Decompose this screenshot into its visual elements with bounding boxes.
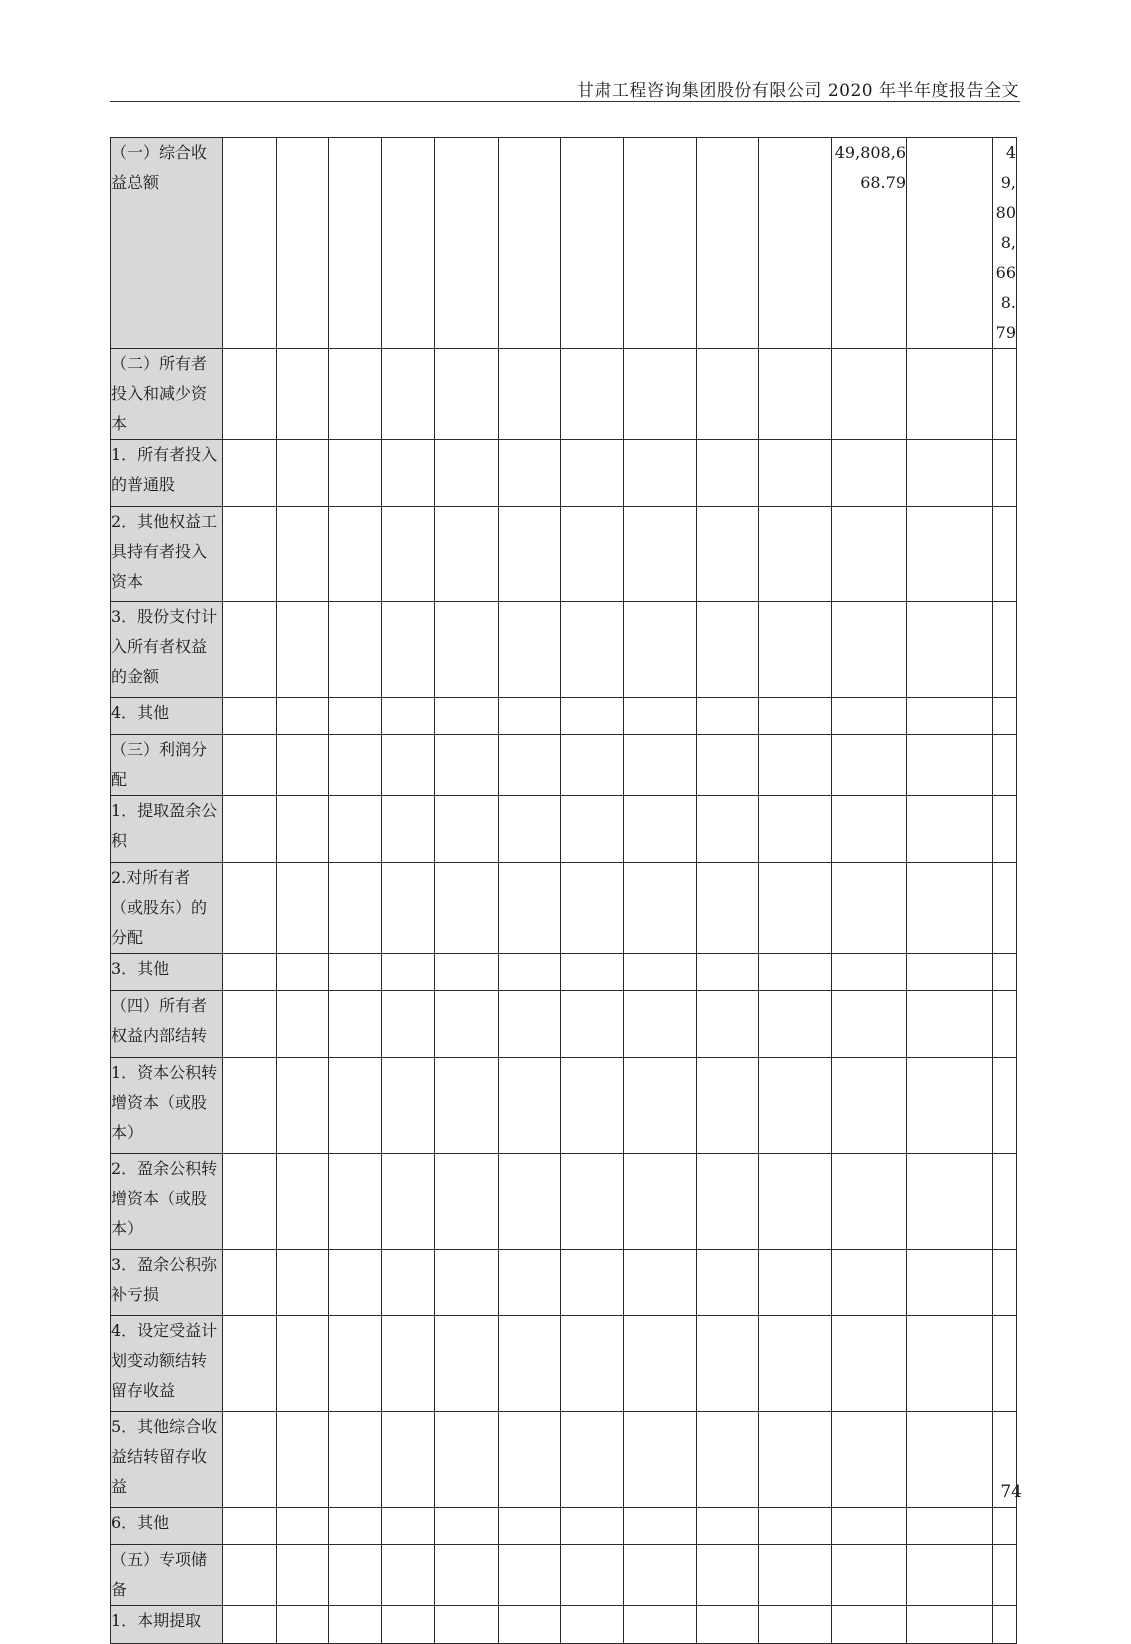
table-cell [329, 698, 382, 735]
table-cell [907, 349, 993, 440]
table-cell [624, 1508, 697, 1545]
table-cell [499, 138, 561, 349]
table-cell [832, 1545, 907, 1606]
table-cell [435, 1606, 499, 1644]
table-cell [277, 1545, 329, 1606]
table-cell [435, 349, 499, 440]
table-cell [759, 1316, 832, 1412]
table-cell [697, 1412, 759, 1508]
table-cell [499, 1154, 561, 1250]
table-row [111, 602, 1017, 698]
row-label: 6．其他 [111, 1508, 223, 1545]
table-cell [759, 954, 832, 991]
table-cell [277, 1316, 329, 1412]
table-cell [993, 349, 1017, 440]
table-cell [277, 1412, 329, 1508]
table-cell [277, 602, 329, 698]
table-cell [223, 602, 277, 698]
table-cell [329, 1316, 382, 1412]
row-label: 4．设定受益计划变动额结转留存收益 [111, 1316, 223, 1412]
table-cell [223, 863, 277, 954]
table-cell [759, 138, 832, 349]
table-cell: 49,808,668.79 [993, 138, 1017, 349]
table-cell [832, 796, 907, 863]
row-label: （四）所有者权益内部结转 [111, 991, 223, 1058]
row-label: 2．盈余公积转增资本（或股本） [111, 1154, 223, 1250]
row-label: 1．本期提取 [111, 1606, 223, 1644]
table-cell [382, 1508, 435, 1545]
table-cell [382, 735, 435, 796]
table-cell [277, 698, 329, 735]
table-cell [697, 991, 759, 1058]
table-cell [382, 1154, 435, 1250]
table-cell [277, 507, 329, 602]
table-cell [907, 863, 993, 954]
table-cell [223, 1508, 277, 1545]
table-cell [993, 440, 1017, 507]
header-divider [110, 101, 1020, 102]
table-cell [223, 796, 277, 863]
row-label: 2．其他权益工具持有者投入资本 [111, 507, 223, 602]
table-cell [277, 1508, 329, 1545]
table-cell [223, 440, 277, 507]
table-cell [329, 1606, 382, 1644]
table-cell [993, 954, 1017, 991]
table-cell [697, 349, 759, 440]
table-cell [435, 1250, 499, 1316]
table-cell [759, 349, 832, 440]
table-cell [329, 1250, 382, 1316]
table-cell [759, 440, 832, 507]
table-cell [329, 796, 382, 863]
table-cell [832, 1508, 907, 1545]
table-cell [499, 863, 561, 954]
table-row [111, 698, 1017, 735]
table-cell [759, 1508, 832, 1545]
table-cell [499, 1316, 561, 1412]
table-cell [223, 507, 277, 602]
table-cell [832, 1058, 907, 1154]
table-row [111, 1250, 1017, 1316]
table-cell [277, 863, 329, 954]
table-cell [277, 735, 329, 796]
table-row [111, 991, 1017, 1058]
table-cell [277, 1154, 329, 1250]
table-cell [499, 954, 561, 991]
table-cell [223, 735, 277, 796]
table-cell [382, 863, 435, 954]
table-row [111, 1316, 1017, 1412]
table-cell [697, 1154, 759, 1250]
table-row [111, 954, 1017, 991]
table-row [111, 863, 1017, 954]
table-cell [993, 991, 1017, 1058]
table-cell [832, 1606, 907, 1644]
table-cell [223, 349, 277, 440]
table-cell [993, 1606, 1017, 1644]
table-cell [223, 698, 277, 735]
table-cell [223, 1058, 277, 1154]
table-cell [624, 1606, 697, 1644]
table-cell [697, 1545, 759, 1606]
table-cell [907, 138, 993, 349]
table-cell [624, 1058, 697, 1154]
table-row [111, 796, 1017, 863]
table-cell [993, 1545, 1017, 1606]
table-cell [499, 735, 561, 796]
table-cell [993, 602, 1017, 698]
table-cell [435, 954, 499, 991]
table-cell [329, 735, 382, 796]
table-cell [832, 1154, 907, 1250]
table-cell [382, 698, 435, 735]
table-cell [697, 507, 759, 602]
table-cell [907, 1606, 993, 1644]
table-cell [993, 698, 1017, 735]
row-label: （五）专项储备 [111, 1545, 223, 1606]
table-cell [329, 349, 382, 440]
table-cell [382, 954, 435, 991]
table-cell [277, 1250, 329, 1316]
table-cell [499, 507, 561, 602]
table-cell [993, 1058, 1017, 1154]
table-cell [907, 735, 993, 796]
table-cell [223, 1250, 277, 1316]
table-cell [223, 1545, 277, 1606]
table-cell [832, 349, 907, 440]
table-cell [624, 796, 697, 863]
table-cell [561, 796, 624, 863]
table-cell [435, 796, 499, 863]
table-cell [624, 1154, 697, 1250]
table-cell [561, 1250, 624, 1316]
table-row [111, 1508, 1017, 1545]
table-body [111, 138, 1017, 1644]
table-cell [561, 954, 624, 991]
table-cell [907, 602, 993, 698]
table-cell [624, 954, 697, 991]
table-cell [499, 440, 561, 507]
table-cell [624, 1316, 697, 1412]
table-cell [435, 1154, 499, 1250]
row-label: 5．其他综合收益结转留存收益 [111, 1412, 223, 1508]
table-cell [435, 602, 499, 698]
table-cell [624, 440, 697, 507]
table-cell [382, 440, 435, 507]
table-cell [993, 1316, 1017, 1412]
table-cell [223, 991, 277, 1058]
table-cell [499, 991, 561, 1058]
row-label: 4．其他 [111, 698, 223, 735]
row-label: 3．股份支付计入所有者权益的金额 [111, 602, 223, 698]
table-cell [223, 1412, 277, 1508]
table-cell [624, 698, 697, 735]
table-cell [832, 735, 907, 796]
table-cell [382, 1545, 435, 1606]
row-label: （三）利润分配 [111, 735, 223, 796]
table-cell [561, 138, 624, 349]
table-cell [907, 954, 993, 991]
table-cell [329, 1508, 382, 1545]
table-cell [624, 507, 697, 602]
table-cell [561, 440, 624, 507]
table-cell [832, 1250, 907, 1316]
table-cell [382, 507, 435, 602]
table-cell [561, 507, 624, 602]
table-cell [832, 863, 907, 954]
table-cell [907, 1058, 993, 1154]
table-cell [499, 796, 561, 863]
table-cell [561, 349, 624, 440]
table-cell [624, 991, 697, 1058]
table-cell [499, 1508, 561, 1545]
table-cell [697, 138, 759, 349]
table-cell [907, 796, 993, 863]
table-cell [832, 602, 907, 698]
table-cell [697, 1606, 759, 1644]
table-cell [329, 863, 382, 954]
table-row [111, 1545, 1017, 1606]
table-cell [759, 1154, 832, 1250]
table-cell [993, 735, 1017, 796]
table-cell [499, 1250, 561, 1316]
table-cell [624, 349, 697, 440]
equity-changes-table [110, 137, 1017, 1644]
table-cell [993, 1154, 1017, 1250]
table-cell [382, 138, 435, 349]
table-cell [277, 349, 329, 440]
table-cell [907, 698, 993, 735]
table-cell [624, 138, 697, 349]
table-cell [624, 1250, 697, 1316]
table-cell [329, 991, 382, 1058]
table-row [111, 1412, 1017, 1508]
table-cell [223, 1606, 277, 1644]
table-cell [624, 863, 697, 954]
table-cell [435, 991, 499, 1058]
table-cell [759, 507, 832, 602]
row-label: （一）综合收益总额 [111, 138, 223, 349]
table-cell [907, 507, 993, 602]
table-cell [832, 507, 907, 602]
table-cell [435, 863, 499, 954]
table-cell [561, 1545, 624, 1606]
table-cell [561, 1508, 624, 1545]
table-cell [697, 1316, 759, 1412]
table-cell [832, 954, 907, 991]
table-row [111, 735, 1017, 796]
table-cell [907, 1412, 993, 1508]
table-cell [561, 863, 624, 954]
table-cell [907, 1508, 993, 1545]
table-cell [624, 602, 697, 698]
table-cell [382, 349, 435, 440]
table-cell [499, 1606, 561, 1644]
table-cell [907, 440, 993, 507]
table-cell [382, 1316, 435, 1412]
report-header-title: 甘肃工程咨询集团股份有限公司 2020 年半年度报告全文 [576, 81, 1019, 101]
table-cell [832, 1412, 907, 1508]
table-cell [329, 138, 382, 349]
table-cell [697, 440, 759, 507]
table-cell [561, 735, 624, 796]
table-cell [435, 1316, 499, 1412]
table-cell [277, 1606, 329, 1644]
table-cell [223, 1316, 277, 1412]
table-cell [759, 1412, 832, 1508]
table-cell [435, 1412, 499, 1508]
table-cell [382, 1058, 435, 1154]
table-cell [759, 698, 832, 735]
table-cell [223, 954, 277, 991]
table-cell [499, 1545, 561, 1606]
table-cell [624, 1412, 697, 1508]
table-cell: 49,808,668.79 [832, 138, 907, 349]
table-cell [435, 1058, 499, 1154]
table-cell [277, 796, 329, 863]
table-cell [561, 991, 624, 1058]
table-cell [993, 1250, 1017, 1316]
table-cell [382, 796, 435, 863]
table-row [111, 138, 1017, 349]
table-cell [697, 1508, 759, 1545]
table-cell [382, 1250, 435, 1316]
table-cell [499, 698, 561, 735]
table-cell [499, 1058, 561, 1154]
table-cell [907, 991, 993, 1058]
table-row [111, 440, 1017, 507]
row-label: 3．其他 [111, 954, 223, 991]
table-cell [759, 1545, 832, 1606]
row-label: 1．资本公积转增资本（或股本） [111, 1058, 223, 1154]
table-row [111, 507, 1017, 602]
table-cell [435, 138, 499, 349]
table-cell [832, 991, 907, 1058]
table-cell [329, 1545, 382, 1606]
table-cell [697, 796, 759, 863]
table-cell [561, 1606, 624, 1644]
table-cell [329, 954, 382, 991]
table-cell [759, 1058, 832, 1154]
table-cell [277, 954, 329, 991]
table-cell [624, 1545, 697, 1606]
table-cell [435, 507, 499, 602]
table-cell [329, 1412, 382, 1508]
table-cell [435, 698, 499, 735]
table-cell [499, 602, 561, 698]
table-cell [435, 735, 499, 796]
table-cell [624, 735, 697, 796]
table-cell [759, 991, 832, 1058]
table-cell [277, 138, 329, 349]
table-row [111, 1058, 1017, 1154]
row-label: 3．盈余公积弥补亏损 [111, 1250, 223, 1316]
table-cell [329, 1154, 382, 1250]
row-label: 1．提取盈余公积 [111, 796, 223, 863]
table-cell [329, 1058, 382, 1154]
table-cell [907, 1250, 993, 1316]
table-cell [223, 138, 277, 349]
table-cell [993, 796, 1017, 863]
table-cell [382, 991, 435, 1058]
table-cell [759, 863, 832, 954]
table-cell [561, 1154, 624, 1250]
table-cell [277, 1058, 329, 1154]
table-cell [993, 863, 1017, 954]
table-cell [435, 1545, 499, 1606]
table-cell [759, 602, 832, 698]
table-cell [907, 1154, 993, 1250]
row-label: （二）所有者投入和减少资本 [111, 349, 223, 440]
table-cell [759, 1606, 832, 1644]
table-cell [697, 735, 759, 796]
table-cell [759, 796, 832, 863]
table-cell [697, 1058, 759, 1154]
table-cell [382, 602, 435, 698]
page-number: 74 [1000, 1482, 1022, 1502]
table-cell [561, 1058, 624, 1154]
table-cell [759, 1250, 832, 1316]
table-cell [277, 991, 329, 1058]
table-row [111, 1154, 1017, 1250]
table-cell [907, 1316, 993, 1412]
table-cell [697, 863, 759, 954]
table-cell [832, 698, 907, 735]
table-cell [759, 735, 832, 796]
row-label: 2.对所有者（或股东）的分配 [111, 863, 223, 954]
table-cell [561, 1316, 624, 1412]
table-cell [832, 1316, 907, 1412]
table-cell [329, 602, 382, 698]
table-cell [382, 1606, 435, 1644]
table-cell [697, 1250, 759, 1316]
table-cell [993, 1508, 1017, 1545]
table-cell [561, 602, 624, 698]
table-cell [561, 1412, 624, 1508]
table-cell [329, 440, 382, 507]
table-cell [277, 440, 329, 507]
table-cell [993, 507, 1017, 602]
table-row [111, 1606, 1017, 1644]
table-cell [499, 349, 561, 440]
row-label: 1．所有者投入的普通股 [111, 440, 223, 507]
table-cell [561, 698, 624, 735]
table-row [111, 349, 1017, 440]
table-cell [697, 698, 759, 735]
table-cell [223, 1154, 277, 1250]
table-cell [697, 954, 759, 991]
table-cell [697, 602, 759, 698]
table-cell [435, 1508, 499, 1545]
table-cell [832, 440, 907, 507]
table-cell [382, 1412, 435, 1508]
table-cell [499, 1412, 561, 1508]
table-cell [435, 440, 499, 507]
table-cell [329, 507, 382, 602]
table-cell [907, 1545, 993, 1606]
